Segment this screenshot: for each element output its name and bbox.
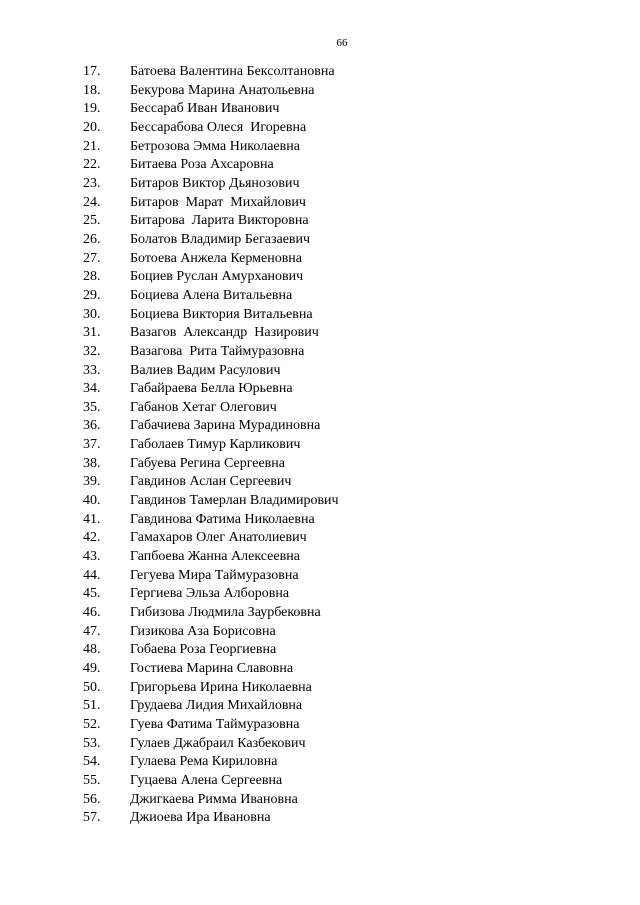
entry-number: 54. — [83, 754, 101, 770]
entry-number: 38. — [83, 455, 101, 471]
entry-number: 48. — [83, 642, 101, 658]
entry-name: Болатов Владимир Бегазаевич — [130, 231, 311, 247]
entry-number: 39. — [83, 474, 101, 490]
entry-number: 26. — [83, 231, 101, 247]
entry-name: Битарова Ларита Викторовна — [130, 213, 309, 229]
entry-number: 34. — [83, 381, 101, 397]
entry-name: Габуева Регина Сергеевна — [130, 455, 285, 471]
entry-name: Бекурова Марина Анатольевна — [130, 82, 315, 98]
entry-name: Гостиева Марина Славовна — [130, 661, 294, 676]
entry-number: 46. — [83, 605, 101, 621]
entry-name: Гибизова Людмила Заурбековна — [130, 605, 321, 621]
entry-name: Габайраева Белла Юрьевна — [130, 381, 293, 397]
entry-name: Габолаев Тимур Карликович — [130, 437, 301, 453]
entry-name: Ботоева Анжела Керменовна — [130, 250, 303, 266]
entry-name: Гергиева Эльза Алборовна — [130, 586, 290, 602]
entry-number: 53. — [83, 735, 101, 751]
entry-name: Вазагов Александр Назирович — [130, 325, 319, 341]
entry-number: 31. — [83, 325, 101, 341]
entry-name: Гулаева Рема Кириловна — [130, 754, 278, 770]
entry-name: Грудаева Лидия Михайловна — [130, 698, 303, 714]
entry-number: 37. — [83, 437, 101, 453]
entry-number: 42. — [83, 530, 101, 546]
entry-number: 19. — [83, 101, 101, 117]
entry-number: 24. — [83, 194, 101, 210]
entry-number: 35. — [83, 399, 101, 415]
entry-number: 18. — [83, 82, 101, 98]
entry-number: 43. — [83, 549, 101, 565]
entry-name: Бессарабова Олеся Игоревна — [130, 119, 307, 135]
entry-number: 41. — [83, 511, 101, 527]
entry-name: Гобаева Роза Георгиевна — [130, 642, 277, 658]
entry-name: Григорьева Ирина Николаевна — [130, 679, 312, 695]
entry-name: Гавдинов Аслан Сергеевич — [130, 474, 292, 490]
entry-number: 36. — [83, 418, 101, 434]
entry-name: Джиоева Ира Ивановна — [130, 810, 271, 826]
entry-number: 33. — [83, 362, 101, 378]
entry-name: Батоева Валентина Бексолтановна — [130, 64, 335, 79]
entry-name: Вазагова Рита Таймуразовна — [130, 343, 305, 359]
entry-number: 49. — [83, 661, 101, 676]
entry-name: Гавдинова Фатима Николаевна — [130, 511, 315, 527]
entry-name: Габанов Хетаг Олегович — [130, 399, 277, 415]
entry-name: Боциев Руслан Амурханович — [130, 269, 304, 285]
entry-number: 44. — [83, 567, 101, 583]
entry-number: 30. — [83, 306, 101, 322]
entry-name: Гамахаров Олег Анатолиевич — [130, 530, 307, 546]
entry-number: 50. — [83, 679, 101, 695]
entry-number: 25. — [83, 213, 101, 229]
entry-name: Битаров Марат Михайлович — [130, 194, 306, 210]
entry-name: Гегуева Мира Таймуразовна — [130, 567, 299, 583]
entry-number: 51. — [83, 698, 101, 714]
entry-number: 28. — [83, 269, 101, 285]
entry-name: Гуева Фатима Таймуразовна — [130, 716, 300, 732]
entry-name: Джигкаева Римма Ивановна — [130, 791, 298, 807]
entry-number: 17. — [83, 64, 101, 79]
entry-number: 27. — [83, 250, 101, 266]
entry-number: 57. — [83, 810, 101, 826]
entry-name: Битаева Роза Ахсаровна — [130, 157, 274, 173]
entry-number: 56. — [83, 791, 101, 807]
entry-number: 23. — [83, 175, 101, 191]
entry-name: Гулаев Джабраил Казбекович — [130, 735, 306, 751]
entry-name: Бетрозова Эмма Николаевна — [130, 138, 300, 154]
entry-number: 45. — [83, 586, 101, 602]
entry-name: Боциева Виктория Витальевна — [130, 306, 313, 322]
page-number: 66 — [336, 37, 348, 49]
entry-name: Гавдинов Тамерлан Владимирович — [130, 493, 339, 509]
entry-name: Валиев Вадим Расулович — [130, 362, 281, 378]
entry-name: Гуцаева Алена Сергеевна — [130, 772, 283, 788]
entry-number: 40. — [83, 493, 101, 509]
entry-name: Битаров Виктор Дьянозович — [130, 175, 300, 191]
entry-name: Габачиева Зарина Мурадиновна — [130, 418, 321, 434]
entry-number: 55. — [83, 772, 101, 788]
entry-number: 22. — [83, 157, 101, 173]
entry-number: 47. — [83, 623, 101, 639]
entry-name: Боциева Алена Витальевна — [130, 287, 293, 303]
entry-name: Гизикова Аза Борисовна — [130, 623, 276, 639]
entry-number: 20. — [83, 119, 101, 135]
entry-number: 52. — [83, 716, 101, 732]
entry-name: Бессараб Иван Иванович — [130, 101, 280, 117]
entry-number: 32. — [83, 343, 101, 359]
entry-number: 29. — [83, 287, 101, 303]
entry-name: Гапбоева Жанна Алексеевна — [130, 549, 300, 565]
entry-number: 21. — [83, 138, 101, 154]
